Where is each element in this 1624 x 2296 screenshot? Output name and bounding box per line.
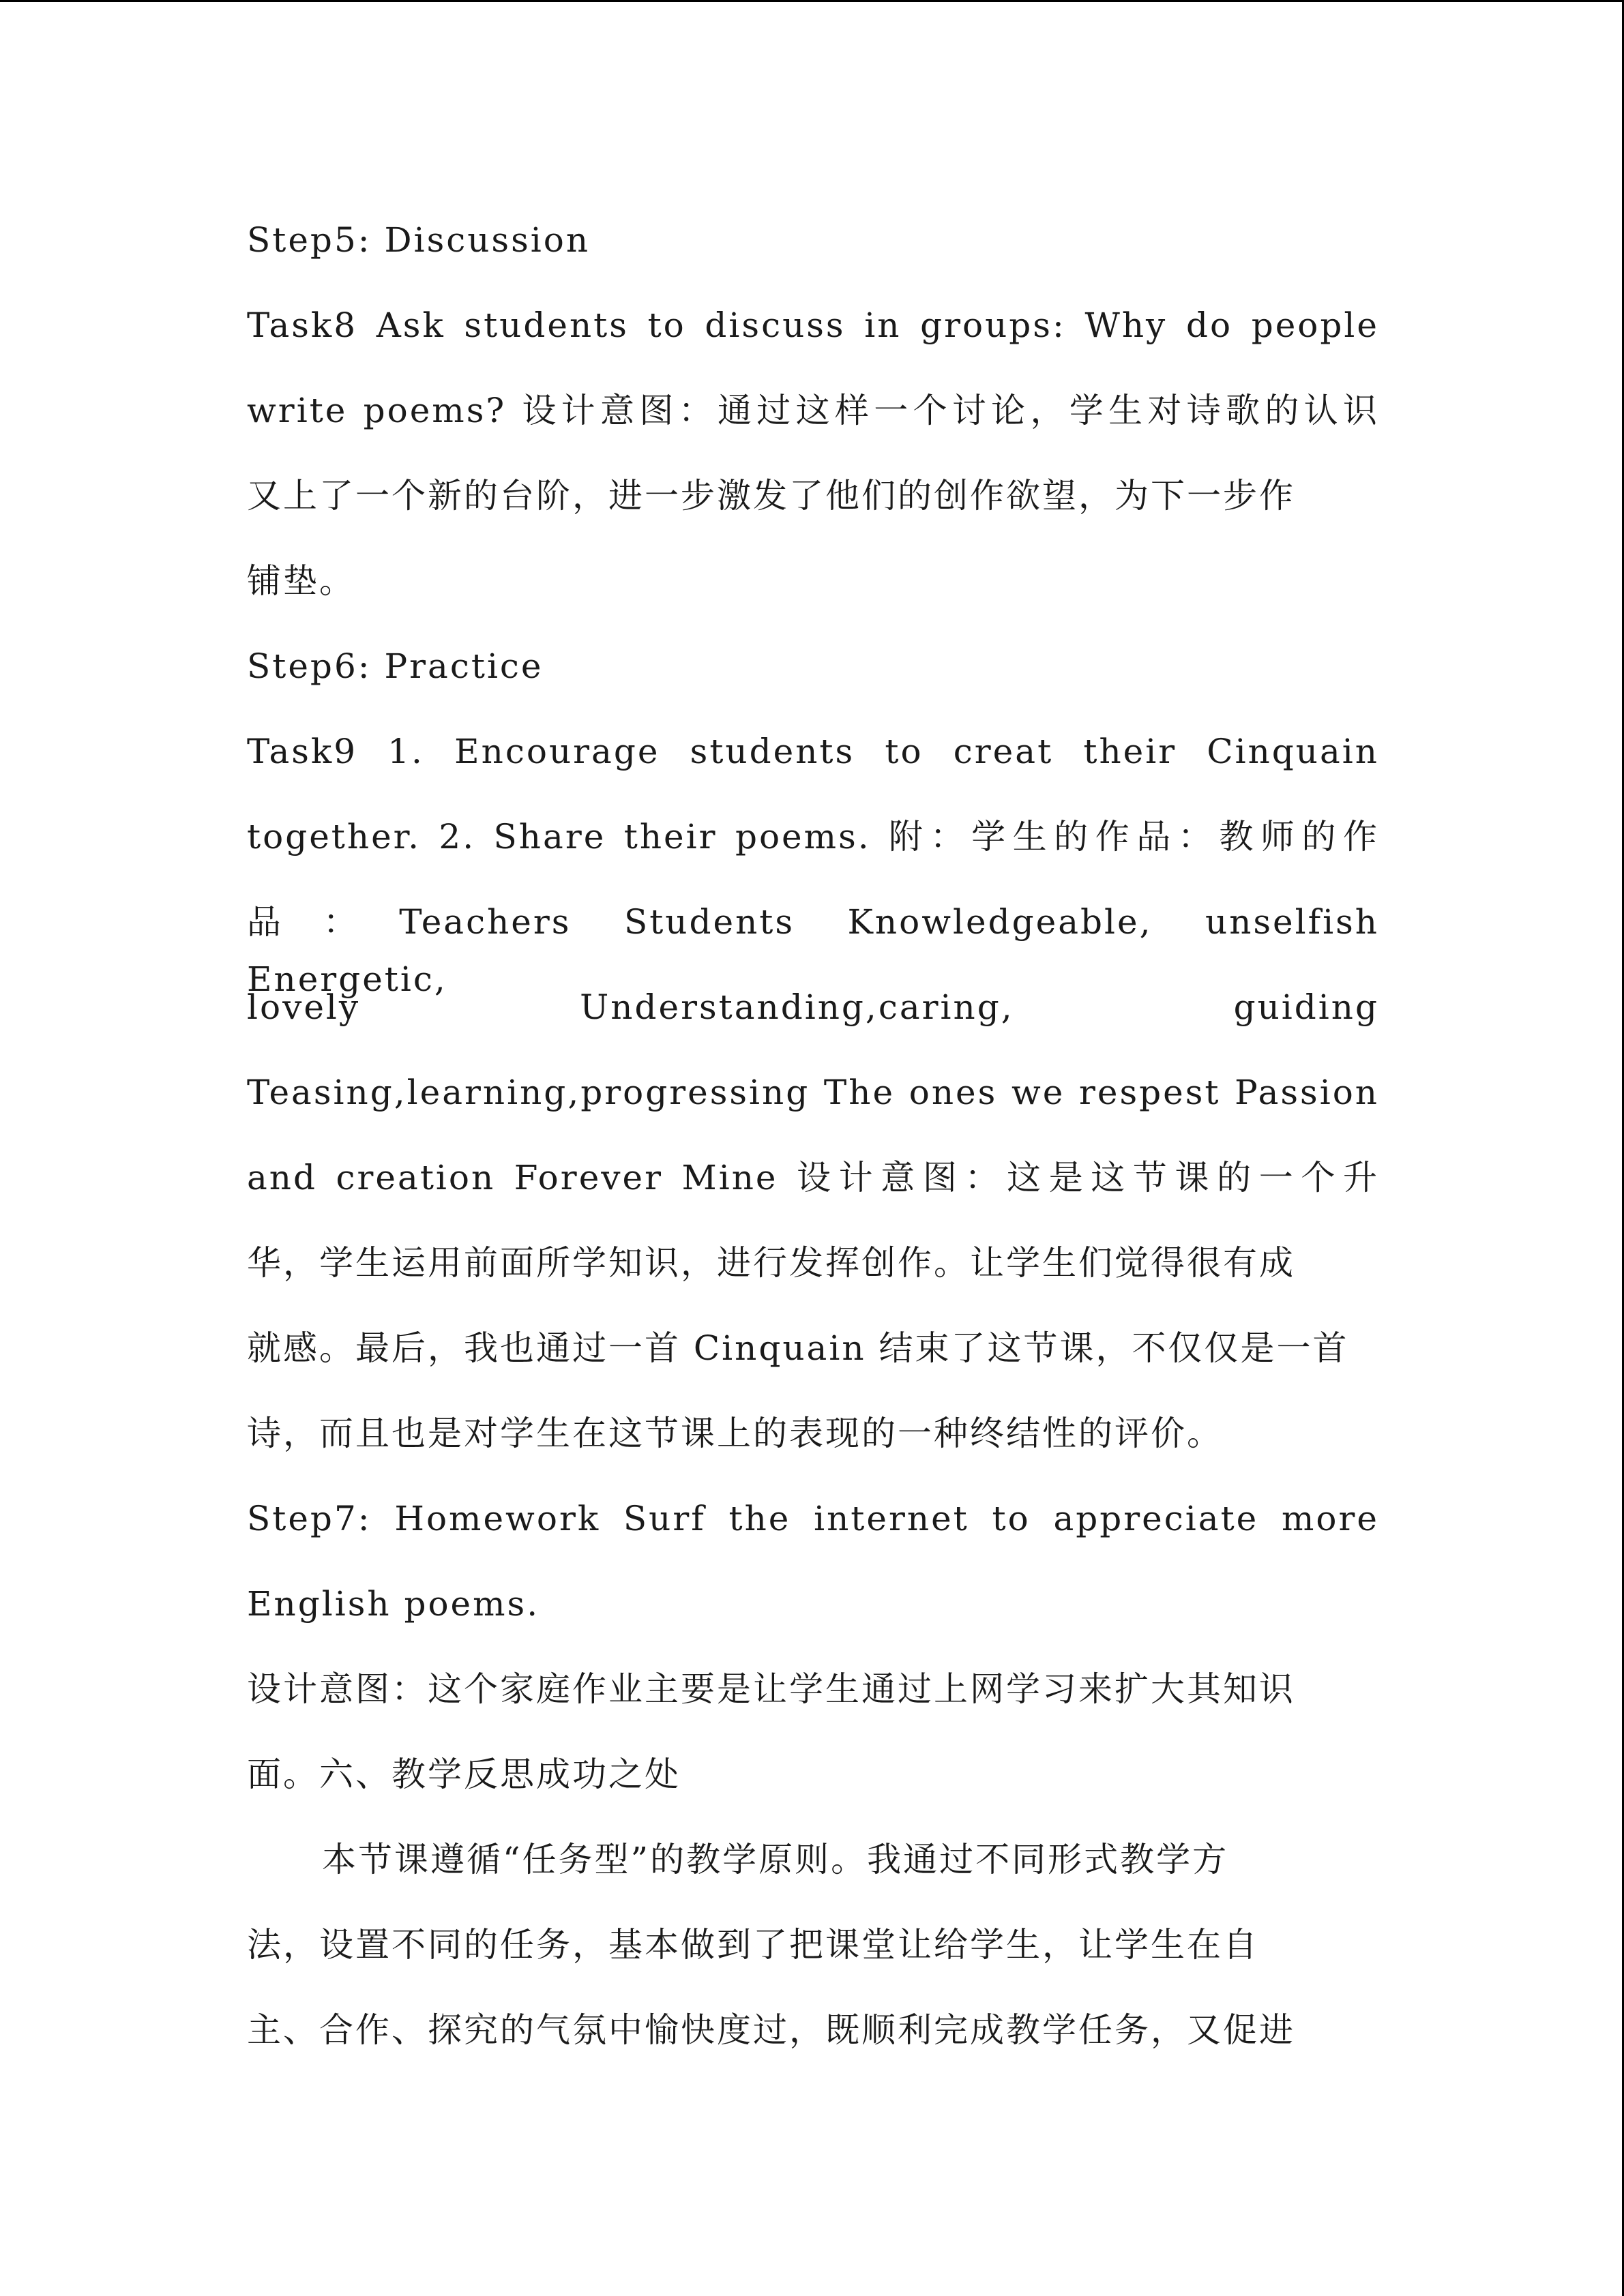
text-line: 又上了一个新的台阶，进一步激发了他们的创作欲望，为下一步作 bbox=[247, 476, 1295, 516]
text-line: Step6: Practice bbox=[247, 646, 544, 686]
page-border-top bbox=[0, 0, 1624, 2]
text-line: 本节课遵循“任务型”的教学原则。我通过不同形式教学方 bbox=[322, 1840, 1229, 1879]
text-line: Teasing,learning,progressing The ones we respest Passion bbox=[247, 1073, 1379, 1112]
text-line: Step7: Homework Surf the internet to appreciate more bbox=[247, 1499, 1379, 1538]
text-line: Task9 1. Encourage students to creat their Cinquain bbox=[247, 732, 1379, 771]
text-line: write poems? 设计意图：通过这样一个讨论，学生对诗歌的认识 bbox=[247, 391, 1379, 430]
text-line: 诗，而且也是对学生在这节课上的表现的一种终结性的评价。 bbox=[247, 1414, 1223, 1453]
text-line: lovely Understanding,caring, guiding bbox=[247, 987, 1379, 1027]
text-line: Step5: Discussion bbox=[247, 220, 591, 260]
text-line: 华，学生运用前面所学知识，进行发挥创作。让学生们觉得很有成 bbox=[247, 1243, 1295, 1283]
text-line: 铺垫。 bbox=[247, 561, 355, 601]
text-line: and creation Forever Mine 设计意图：这是这节课的一个升 bbox=[247, 1158, 1379, 1197]
text-line: 主、合作、探究的气氛中愉快度过，既顺利完成教学任务，又促进 bbox=[247, 2010, 1295, 2050]
text-line: together. 2. Share their poems. 附：学生的作品：教师的作 bbox=[247, 817, 1379, 856]
text-line: 品：Teachers Students Knowledgeable, unselfish Energetic, bbox=[247, 902, 1379, 999]
text-line: 法，设置不同的任务，基本做到了把课堂让给学生，让学生在自 bbox=[247, 1925, 1259, 1965]
text-line: Task8 Ask students to discuss in groups: Why do people bbox=[247, 305, 1379, 345]
text-line: English poems. bbox=[247, 1584, 540, 1624]
text-line: 就感。最后，我也通过一首 Cinquain 结束了这节课，不仅仅是一首 bbox=[247, 1328, 1349, 1368]
document-body bbox=[247, 211, 1379, 2087]
text-line: 设计意图：这个家庭作业主要是让学生通过上网学习来扩大其知识 bbox=[247, 1669, 1295, 1709]
text-line: 面。六、教学反思成功之处 bbox=[247, 1755, 681, 1794]
